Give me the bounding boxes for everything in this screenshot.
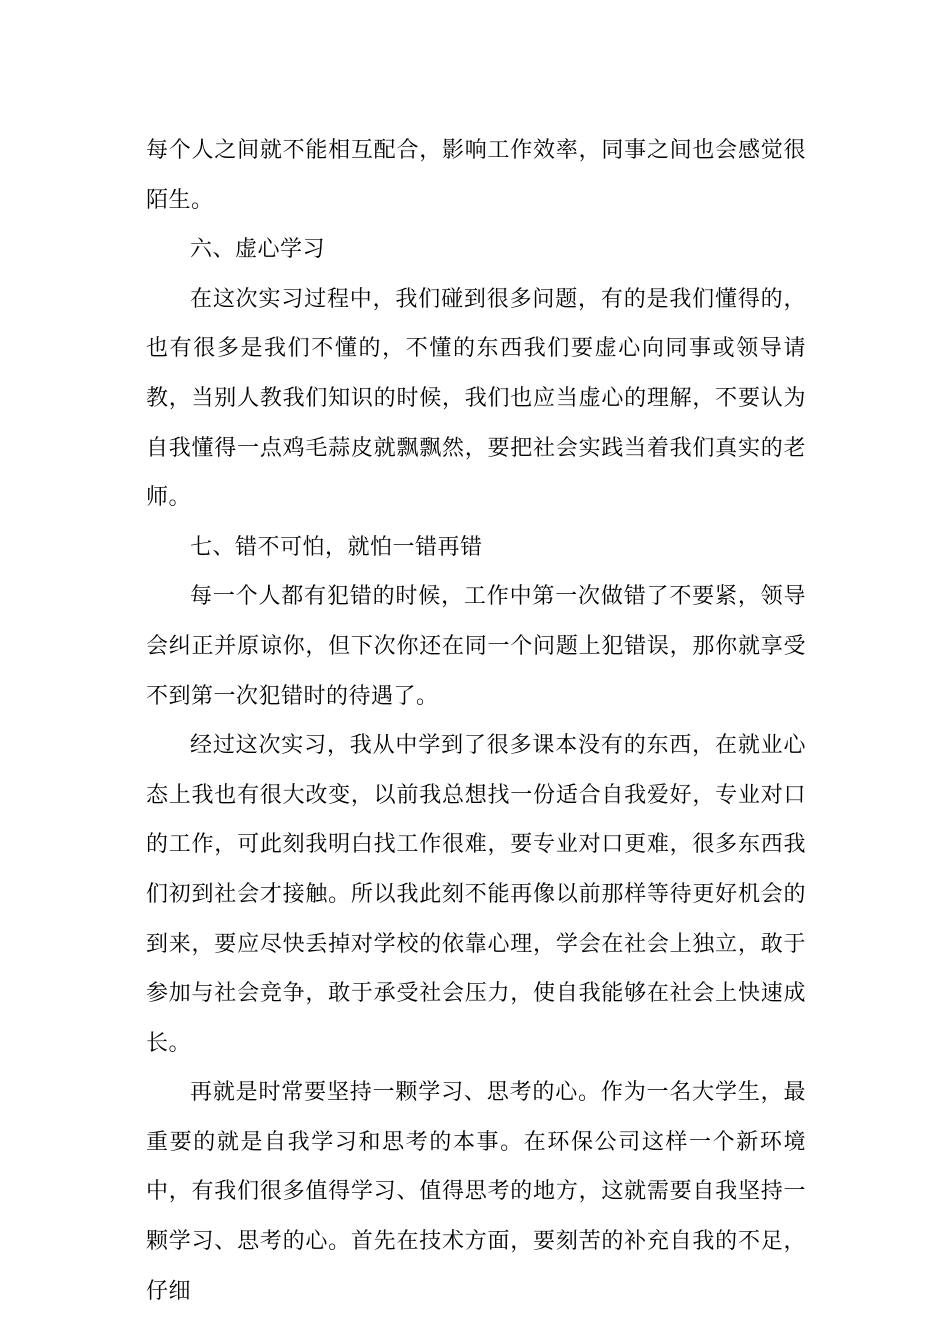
document-body — [146, 126, 806, 1316]
paragraph: 经过这次实习，我从中学到了很多课本没有的东西，在就业心态上我也有很大改变，以前我总想找一份适合自我爱好，专业对口的工作，可此刻我明白找工作很难，要专业对口更难，很多东西我们初到社会才接触。所以我此刻不能再像以前那样等待更好机会的到来，要应尽快丢掉对学校的依靠心理，学会在社会上独立，敢于参加与社会竞争，敢于承受社会压力，使自我能够在社会上快速成长。 — [146, 733, 806, 1056]
paragraph: 每一个人都有犯错的时候，工作中第一次做错了不要紧，领导会纠正并原谅你，但下次你还在同一个问题上犯错误，那你就享受不到第一次犯错时的待遇了。 — [146, 584, 806, 709]
paragraph: 在这次实习过程中，我们碰到很多问题，有的是我们懂得的，也有很多是我们不懂的，不懂的东西我们要虚心向同事或领导请教，当别人教我们知识的时候，我们也应当虚心的理解，不要认为自我懂得一点鸡毛蒜皮就飘飘然，要把社会实践当着我们真实的老师。 — [146, 286, 806, 511]
paragraph: 再就是时常要坚持一颗学习、思考的心。作为一名大学生，最重要的就是自我学习和思考的本事。在环保公司这样一个新环境中，有我们很多值得学习、值得思考的地方，这就需要自我坚持一颗学习、思考的心。首先在技术方面，要刻苦的补充自我的不足，仔细 — [146, 1080, 806, 1304]
section-heading-seven: 七、错不可怕，就怕一错再错 — [190, 534, 483, 560]
section-heading-six: 六、虚心学习 — [190, 237, 326, 263]
paragraph-continuation: 每个人之间就不能相互配合，影响工作效率，同事之间也会感觉很陌生。 — [146, 138, 806, 213]
